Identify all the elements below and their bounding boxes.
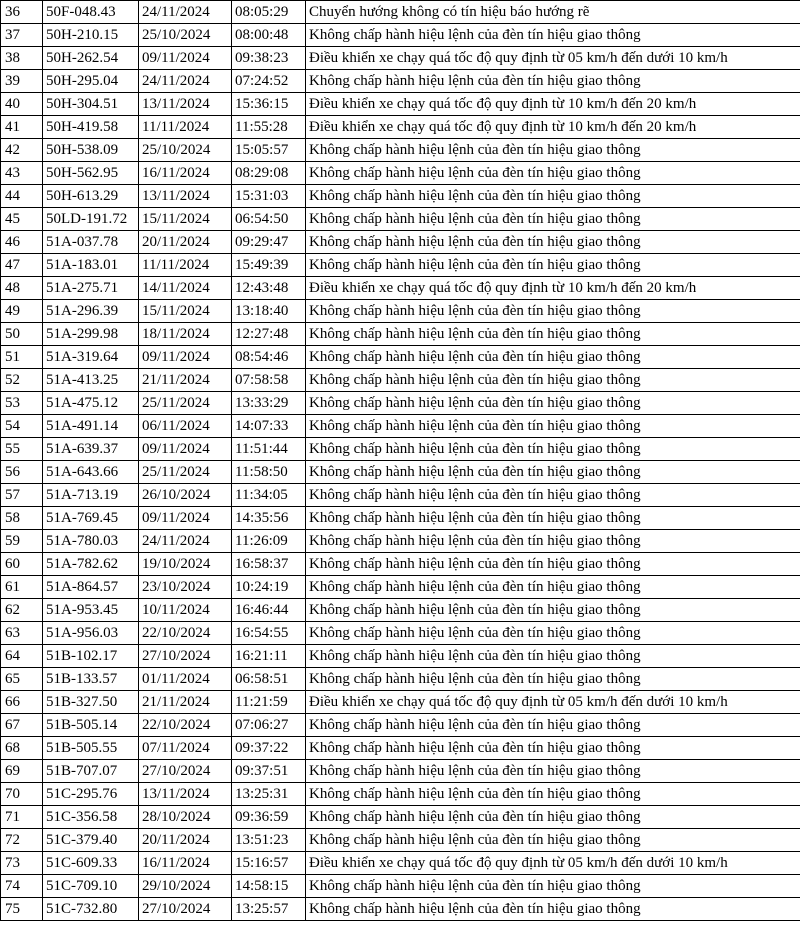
violation-description: Không chấp hành hiệu lệnh của đèn tín hiệu giao thông [306, 484, 800, 507]
violation-time: 11:26:09 [232, 530, 306, 553]
violation-time: 16:54:55 [232, 622, 306, 645]
violation-description: Điều khiển xe chạy quá tốc độ quy định từ 05 km/h đến dưới 10 km/h [306, 47, 800, 70]
license-plate: 51A-780.03 [43, 530, 139, 553]
row-number: 46 [1, 231, 43, 254]
license-plate: 51B-505.55 [43, 737, 139, 760]
table-row [1, 898, 800, 921]
violation-date: 09/11/2024 [139, 507, 232, 530]
violation-date: 22/10/2024 [139, 622, 232, 645]
row-number: 41 [1, 116, 43, 139]
violation-description: Chuyển hướng không có tín hiệu báo hướng rẽ [306, 1, 800, 24]
violation-date: 11/11/2024 [139, 254, 232, 277]
row-number: 60 [1, 553, 43, 576]
violation-time: 08:54:46 [232, 346, 306, 369]
row-number: 67 [1, 714, 43, 737]
violation-time: 13:18:40 [232, 300, 306, 323]
license-plate: 51A-864.57 [43, 576, 139, 599]
violation-date: 24/11/2024 [139, 1, 232, 24]
violation-time: 13:25:57 [232, 898, 306, 921]
table-row [1, 392, 800, 415]
row-number: 54 [1, 415, 43, 438]
violation-date: 09/11/2024 [139, 47, 232, 70]
row-number: 55 [1, 438, 43, 461]
violation-time: 09:36:59 [232, 806, 306, 829]
table-row [1, 24, 800, 47]
violation-description: Không chấp hành hiệu lệnh của đèn tín hiệu giao thông [306, 438, 800, 461]
violation-description: Không chấp hành hiệu lệnh của đèn tín hiệu giao thông [306, 185, 800, 208]
table-row [1, 208, 800, 231]
violation-date: 27/10/2024 [139, 645, 232, 668]
violation-time: 07:24:52 [232, 70, 306, 93]
license-plate: 50H-613.29 [43, 185, 139, 208]
violations-table-body [1, 1, 800, 921]
table-row [1, 645, 800, 668]
violation-description: Không chấp hành hiệu lệnh của đèn tín hiệu giao thông [306, 714, 800, 737]
violation-description: Không chấp hành hiệu lệnh của đèn tín hiệu giao thông [306, 668, 800, 691]
row-number: 42 [1, 139, 43, 162]
violation-description: Không chấp hành hiệu lệnh của đèn tín hiệu giao thông [306, 760, 800, 783]
violation-time: 08:29:08 [232, 162, 306, 185]
license-plate: 51A-953.45 [43, 599, 139, 622]
row-number: 43 [1, 162, 43, 185]
violation-time: 11:58:50 [232, 461, 306, 484]
license-plate: 51A-713.19 [43, 484, 139, 507]
violation-time: 14:07:33 [232, 415, 306, 438]
violation-description: Không chấp hành hiệu lệnh của đèn tín hiệu giao thông [306, 162, 800, 185]
violation-description: Không chấp hành hiệu lệnh của đèn tín hiệu giao thông [306, 507, 800, 530]
license-plate: 51C-709.10 [43, 875, 139, 898]
license-plate: 51A-296.39 [43, 300, 139, 323]
license-plate: 50H-538.09 [43, 139, 139, 162]
row-number: 53 [1, 392, 43, 415]
violation-date: 21/11/2024 [139, 369, 232, 392]
table-row [1, 530, 800, 553]
violation-time: 09:29:47 [232, 231, 306, 254]
violation-time: 09:38:23 [232, 47, 306, 70]
table-row [1, 507, 800, 530]
license-plate: 50H-295.04 [43, 70, 139, 93]
row-number: 48 [1, 277, 43, 300]
violation-date: 06/11/2024 [139, 415, 232, 438]
violation-time: 08:00:48 [232, 24, 306, 47]
violation-time: 15:36:15 [232, 93, 306, 116]
table-row [1, 553, 800, 576]
table-row [1, 576, 800, 599]
violation-description: Không chấp hành hiệu lệnh của đèn tín hiệu giao thông [306, 599, 800, 622]
row-number: 37 [1, 24, 43, 47]
violation-time: 14:58:15 [232, 875, 306, 898]
violation-date: 13/11/2024 [139, 93, 232, 116]
row-number: 61 [1, 576, 43, 599]
table-row [1, 622, 800, 645]
violation-time: 16:58:37 [232, 553, 306, 576]
violation-time: 09:37:22 [232, 737, 306, 760]
row-number: 72 [1, 829, 43, 852]
table-row [1, 300, 800, 323]
violation-date: 25/10/2024 [139, 24, 232, 47]
violation-description: Không chấp hành hiệu lệnh của đèn tín hiệu giao thông [306, 208, 800, 231]
row-number: 44 [1, 185, 43, 208]
violation-description: Không chấp hành hiệu lệnh của đèn tín hiệu giao thông [306, 392, 800, 415]
license-plate: 50H-304.51 [43, 93, 139, 116]
row-number: 56 [1, 461, 43, 484]
row-number: 71 [1, 806, 43, 829]
violation-description: Không chấp hành hiệu lệnh của đèn tín hiệu giao thông [306, 415, 800, 438]
violation-description: Không chấp hành hiệu lệnh của đèn tín hiệu giao thông [306, 346, 800, 369]
license-plate: 51A-782.62 [43, 553, 139, 576]
violation-date: 07/11/2024 [139, 737, 232, 760]
row-number: 64 [1, 645, 43, 668]
row-number: 47 [1, 254, 43, 277]
table-row [1, 438, 800, 461]
row-number: 68 [1, 737, 43, 760]
license-plate: 51C-732.80 [43, 898, 139, 921]
violation-description: Không chấp hành hiệu lệnh của đèn tín hiệu giao thông [306, 24, 800, 47]
row-number: 73 [1, 852, 43, 875]
violation-time: 13:25:31 [232, 783, 306, 806]
violation-time: 11:51:44 [232, 438, 306, 461]
table-row [1, 461, 800, 484]
violation-date: 28/10/2024 [139, 806, 232, 829]
row-number: 58 [1, 507, 43, 530]
violation-time: 13:33:29 [232, 392, 306, 415]
row-number: 63 [1, 622, 43, 645]
license-plate: 51A-183.01 [43, 254, 139, 277]
table-row [1, 185, 800, 208]
table-row [1, 875, 800, 898]
violation-description: Không chấp hành hiệu lệnh của đèn tín hiệu giao thông [306, 70, 800, 93]
violation-date: 10/11/2024 [139, 599, 232, 622]
table-row [1, 369, 800, 392]
table-row [1, 484, 800, 507]
violation-description: Không chấp hành hiệu lệnh của đèn tín hiệu giao thông [306, 530, 800, 553]
row-number: 50 [1, 323, 43, 346]
violation-description: Điều khiển xe chạy quá tốc độ quy định từ 10 km/h đến 20 km/h [306, 116, 800, 139]
violation-description: Không chấp hành hiệu lệnh của đèn tín hiệu giao thông [306, 300, 800, 323]
violation-time: 15:05:57 [232, 139, 306, 162]
violation-time: 12:43:48 [232, 277, 306, 300]
license-plate: 50LD-191.72 [43, 208, 139, 231]
violation-time: 16:46:44 [232, 599, 306, 622]
violation-time: 09:37:51 [232, 760, 306, 783]
violation-date: 24/11/2024 [139, 530, 232, 553]
violation-description: Không chấp hành hiệu lệnh của đèn tín hiệu giao thông [306, 622, 800, 645]
table-row [1, 415, 800, 438]
license-plate: 50F-048.43 [43, 1, 139, 24]
table-row [1, 737, 800, 760]
license-plate: 51A-299.98 [43, 323, 139, 346]
violation-time: 06:54:50 [232, 208, 306, 231]
table-row [1, 116, 800, 139]
violation-description: Không chấp hành hiệu lệnh của đèn tín hiệu giao thông [306, 139, 800, 162]
violation-description: Không chấp hành hiệu lệnh của đèn tín hiệu giao thông [306, 553, 800, 576]
row-number: 65 [1, 668, 43, 691]
violation-date: 25/10/2024 [139, 139, 232, 162]
license-plate: 51A-413.25 [43, 369, 139, 392]
violation-time: 15:49:39 [232, 254, 306, 277]
license-plate: 50H-262.54 [43, 47, 139, 70]
violation-date: 27/10/2024 [139, 760, 232, 783]
license-plate: 51C-379.40 [43, 829, 139, 852]
violation-description: Điều khiển xe chạy quá tốc độ quy định từ 10 km/h đến 20 km/h [306, 93, 800, 116]
violation-time: 15:16:57 [232, 852, 306, 875]
violation-date: 20/11/2024 [139, 829, 232, 852]
row-number: 57 [1, 484, 43, 507]
row-number: 52 [1, 369, 43, 392]
violation-description: Điều khiển xe chạy quá tốc độ quy định từ 05 km/h đến dưới 10 km/h [306, 852, 800, 875]
table-row [1, 852, 800, 875]
license-plate: 51B-327.50 [43, 691, 139, 714]
license-plate: 51A-491.14 [43, 415, 139, 438]
violation-date: 15/11/2024 [139, 300, 232, 323]
table-row [1, 277, 800, 300]
violation-description: Không chấp hành hiệu lệnh của đèn tín hiệu giao thông [306, 231, 800, 254]
row-number: 39 [1, 70, 43, 93]
violation-date: 20/11/2024 [139, 231, 232, 254]
license-plate: 51A-769.45 [43, 507, 139, 530]
table-row [1, 162, 800, 185]
violation-description: Điều khiển xe chạy quá tốc độ quy định từ 05 km/h đến dưới 10 km/h [306, 691, 800, 714]
table-row [1, 691, 800, 714]
violation-time: 16:21:11 [232, 645, 306, 668]
violation-date: 19/10/2024 [139, 553, 232, 576]
violation-date: 09/11/2024 [139, 438, 232, 461]
license-plate: 51B-102.17 [43, 645, 139, 668]
violation-date: 22/10/2024 [139, 714, 232, 737]
row-number: 66 [1, 691, 43, 714]
violation-time: 15:31:03 [232, 185, 306, 208]
row-number: 59 [1, 530, 43, 553]
license-plate: 51A-643.66 [43, 461, 139, 484]
violation-description: Không chấp hành hiệu lệnh của đèn tín hiệu giao thông [306, 875, 800, 898]
table-row [1, 231, 800, 254]
violation-time: 08:05:29 [232, 1, 306, 24]
violation-date: 15/11/2024 [139, 208, 232, 231]
violation-time: 11:21:59 [232, 691, 306, 714]
violation-description: Không chấp hành hiệu lệnh của đèn tín hiệu giao thông [306, 898, 800, 921]
table-row [1, 714, 800, 737]
table-row [1, 346, 800, 369]
violation-date: 11/11/2024 [139, 116, 232, 139]
violation-date: 09/11/2024 [139, 346, 232, 369]
table-row [1, 783, 800, 806]
row-number: 74 [1, 875, 43, 898]
license-plate: 51A-639.37 [43, 438, 139, 461]
violation-date: 25/11/2024 [139, 461, 232, 484]
violation-date: 01/11/2024 [139, 668, 232, 691]
license-plate: 51C-356.58 [43, 806, 139, 829]
violation-description: Không chấp hành hiệu lệnh của đèn tín hiệu giao thông [306, 806, 800, 829]
table-row [1, 829, 800, 852]
violation-time: 07:58:58 [232, 369, 306, 392]
violation-description: Không chấp hành hiệu lệnh của đèn tín hiệu giao thông [306, 783, 800, 806]
violation-description: Không chấp hành hiệu lệnh của đèn tín hiệu giao thông [306, 254, 800, 277]
license-plate: 51B-505.14 [43, 714, 139, 737]
violation-date: 13/11/2024 [139, 783, 232, 806]
license-plate: 51A-037.78 [43, 231, 139, 254]
violation-date: 14/11/2024 [139, 277, 232, 300]
violation-description: Không chấp hành hiệu lệnh của đèn tín hiệu giao thông [306, 369, 800, 392]
violation-description: Không chấp hành hiệu lệnh của đèn tín hiệu giao thông [306, 576, 800, 599]
violation-date: 21/11/2024 [139, 691, 232, 714]
table-row [1, 1, 800, 24]
violation-description: Không chấp hành hiệu lệnh của đèn tín hiệu giao thông [306, 829, 800, 852]
table-row [1, 139, 800, 162]
violation-date: 16/11/2024 [139, 162, 232, 185]
violation-description: Không chấp hành hiệu lệnh của đèn tín hiệu giao thông [306, 461, 800, 484]
license-plate: 51A-319.64 [43, 346, 139, 369]
table-row [1, 93, 800, 116]
license-plate: 50H-419.58 [43, 116, 139, 139]
row-number: 51 [1, 346, 43, 369]
violation-date: 13/11/2024 [139, 185, 232, 208]
violation-date: 18/11/2024 [139, 323, 232, 346]
violation-description: Không chấp hành hiệu lệnh của đèn tín hiệu giao thông [306, 323, 800, 346]
violation-time: 11:34:05 [232, 484, 306, 507]
license-plate: 51B-133.57 [43, 668, 139, 691]
table-row [1, 599, 800, 622]
violation-date: 26/10/2024 [139, 484, 232, 507]
row-number: 38 [1, 47, 43, 70]
violation-time: 13:51:23 [232, 829, 306, 852]
row-number: 70 [1, 783, 43, 806]
violation-date: 23/10/2024 [139, 576, 232, 599]
table-row [1, 668, 800, 691]
table-row [1, 47, 800, 70]
violation-time: 07:06:27 [232, 714, 306, 737]
row-number: 45 [1, 208, 43, 231]
license-plate: 50H-210.15 [43, 24, 139, 47]
violation-date: 24/11/2024 [139, 70, 232, 93]
license-plate: 51A-275.71 [43, 277, 139, 300]
violation-time: 14:35:56 [232, 507, 306, 530]
license-plate: 51B-707.07 [43, 760, 139, 783]
violation-description: Không chấp hành hiệu lệnh của đèn tín hiệu giao thông [306, 645, 800, 668]
table-row [1, 760, 800, 783]
row-number: 49 [1, 300, 43, 323]
violation-time: 06:58:51 [232, 668, 306, 691]
table-row [1, 254, 800, 277]
table-row [1, 70, 800, 93]
table-row [1, 323, 800, 346]
license-plate: 51A-956.03 [43, 622, 139, 645]
table-row [1, 806, 800, 829]
row-number: 69 [1, 760, 43, 783]
license-plate: 51A-475.12 [43, 392, 139, 415]
violation-time: 12:27:48 [232, 323, 306, 346]
license-plate: 51C-609.33 [43, 852, 139, 875]
license-plate: 51C-295.76 [43, 783, 139, 806]
violation-date: 29/10/2024 [139, 875, 232, 898]
violation-time: 10:24:19 [232, 576, 306, 599]
violation-date: 16/11/2024 [139, 852, 232, 875]
violation-time: 11:55:28 [232, 116, 306, 139]
row-number: 75 [1, 898, 43, 921]
row-number: 62 [1, 599, 43, 622]
violation-description: Điều khiển xe chạy quá tốc độ quy định từ 10 km/h đến 20 km/h [306, 277, 800, 300]
license-plate: 50H-562.95 [43, 162, 139, 185]
violation-description: Không chấp hành hiệu lệnh của đèn tín hiệu giao thông [306, 737, 800, 760]
violation-date: 25/11/2024 [139, 392, 232, 415]
row-number: 40 [1, 93, 43, 116]
row-number: 36 [1, 1, 43, 24]
violation-date: 27/10/2024 [139, 898, 232, 921]
